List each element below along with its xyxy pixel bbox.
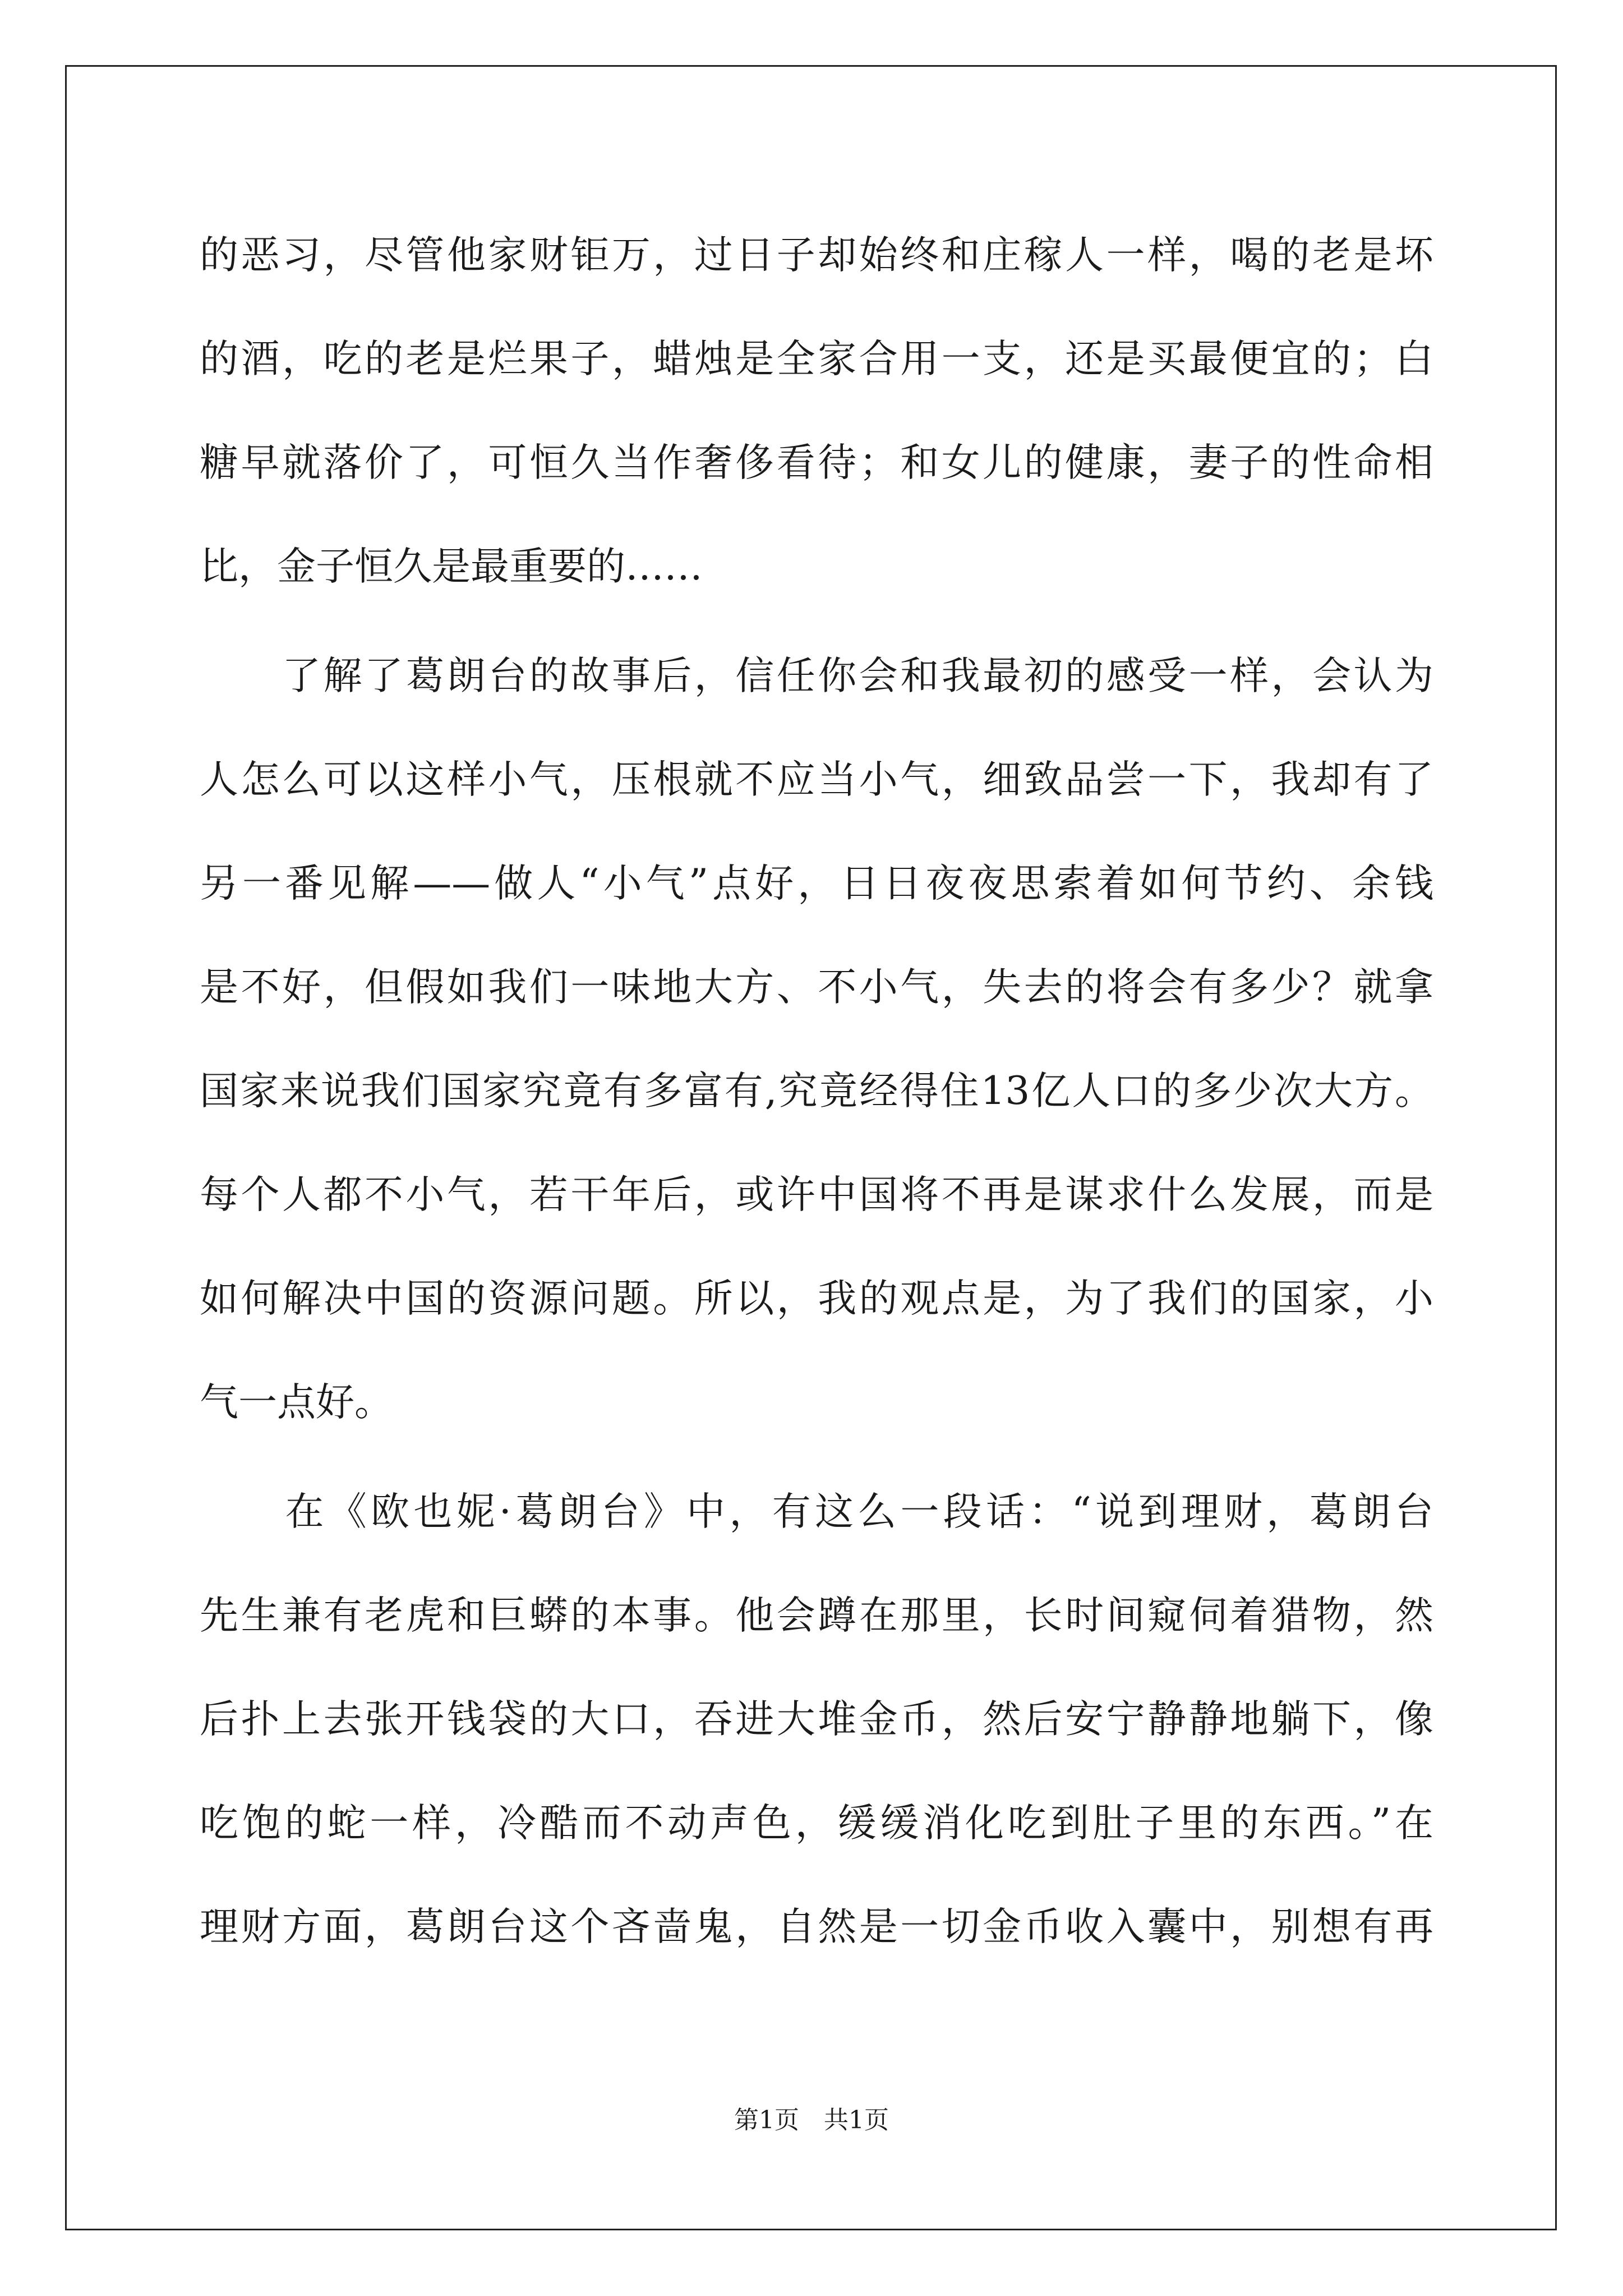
text-line: 的恶习，尽管他家财钜万，过日子却始终和庄稼人一样，喝的老是坏 [200,233,1433,278]
text-line: 气一点好。 [200,1380,393,1425]
text-line: 先生兼有老虎和巨蟒的本事。他会蹲在那里，长时间窥伺着猎物，然 [200,1593,1433,1638]
text-line: 人怎么可以这样小气，压根就不应当小气，细致品尝一下，我却有了 [200,757,1433,802]
text-line: 吃饱的蛇一样，冷酷而不动声色，缓缓消化吃到肚子里的东西。”在 [200,1801,1433,1846]
text-line: 如何解决中国的资源问题。所以，我的观点是，为了我们的国家，小 [200,1276,1433,1321]
text-line: 国家来说我们国家究竟有多富有,究竟经得住13亿人口的多少次大方。 [200,1069,1433,1114]
text-line: 每个人都不小气，若干年后，或许中国将不再是谋求什么发展，而是 [200,1172,1433,1217]
text-line: 了解了葛朗台的故事后，信任你会和我最初的感受一样，会认为 [200,654,1433,698]
text-line: 另一番见解——做人“小气”点好，日日夜夜思索着如何节约、余钱 [200,861,1433,906]
text-line: 理财方面，葛朗台这个吝啬鬼，自然是一切金币收入囊中，别想有再 [200,1904,1433,1949]
text-line: 的酒，吃的老是烂果子，蜡烛是全家合用一支，还是买最便宜的；白 [200,337,1433,381]
page-number-footer: 第1页 共1页 [734,2106,889,2134]
text-line: 是不好，但假如我们一味地大方、不小气，失去的将会有多少？就拿 [200,965,1433,1010]
text-line: 糖早就落价了，可恒久当作奢侈看待；和女儿的健康，妻子的性命相 [200,440,1433,485]
text-line: 后扑上去张开钱袋的大口，吞进大堆金币，然后安宁静静地躺下，像 [200,1697,1433,1742]
text-line: 在《欧也妮·葛朗台》中，有这么一段话：“说到理财，葛朗台 [200,1489,1433,1534]
text-line: 比，金子恒久是最重要的…… [200,544,703,589]
